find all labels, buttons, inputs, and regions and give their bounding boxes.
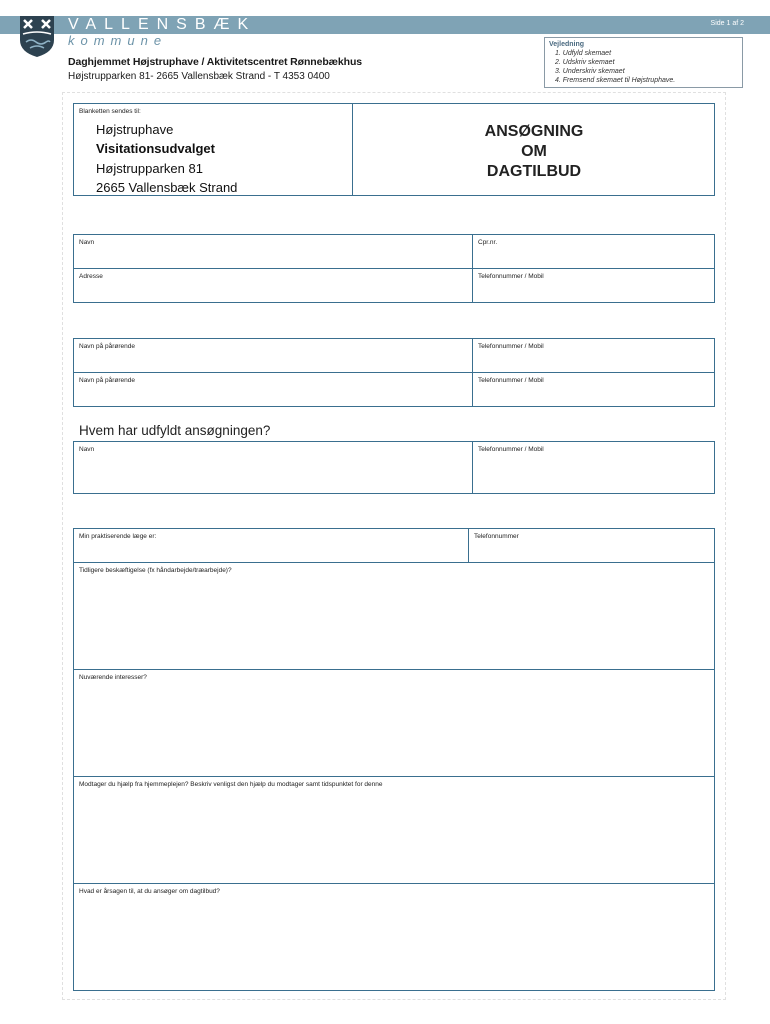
- municipality-crest-logo: [18, 14, 56, 58]
- recipient-line: Visitationsudvalget: [96, 141, 215, 156]
- relative-phone-field-1[interactable]: [472, 338, 715, 373]
- instruction-step: 4. Fremsend skemaet til Højstruphave.: [555, 77, 676, 84]
- applicant-phone-field[interactable]: [472, 268, 715, 303]
- instruction-step: 3. Underskriv skemaet: [555, 68, 625, 75]
- field-label: Min praktiserende læge er:: [79, 533, 157, 540]
- form-title-line: OM: [521, 143, 547, 160]
- brand-subtitle: kommune: [68, 33, 168, 48]
- form-title-line: ANSØGNING: [484, 123, 584, 140]
- relative-name-field-1[interactable]: [73, 338, 473, 373]
- recipient-line: 2665 Vallensbæk Strand: [96, 180, 238, 195]
- form-title-line: DAGTILBUD: [486, 163, 582, 180]
- field-label: Navn: [79, 446, 95, 453]
- instructions-title: Vejledning: [549, 41, 585, 48]
- field-label: Tidligere beskæftigelse (fx håndarbejde/træarbejde)?: [79, 567, 232, 574]
- recipient-and-title-box: [73, 103, 715, 196]
- brand-name: VALLENSBÆK: [68, 16, 257, 33]
- relative-phone-field-2[interactable]: [472, 372, 715, 407]
- field-label: Navn på pårørende: [79, 377, 136, 384]
- instruction-step: 1. Udfyld skemaet: [555, 50, 612, 57]
- page-indicator: Side 1 af 2: [710, 20, 744, 27]
- field-label: Navn på pårørende: [79, 343, 136, 350]
- recipient-label: Blanketten sendes til:: [79, 108, 141, 115]
- field-label: Hvad er årsagen til, at du ansøger om dagtilbud?: [79, 888, 220, 895]
- applicant-name-field[interactable]: [73, 234, 473, 269]
- home-help-field[interactable]: [73, 776, 715, 884]
- reason-field[interactable]: [73, 883, 715, 991]
- field-label: Telefonnummer / Mobil: [478, 343, 544, 350]
- field-label: Modtager du hjælp fra hjemmeplejen? Beskriv venligst den hjælp du modtager samt tidspunktet for denne: [79, 781, 383, 788]
- relative-name-field-2[interactable]: [73, 372, 473, 407]
- field-label: Telefonnummer / Mobil: [478, 273, 544, 280]
- recipient-line: Højstrupparken 81: [96, 161, 203, 176]
- field-label: Telefonnummer / Mobil: [478, 377, 544, 384]
- instruction-step: 2. Udskriv skemaet: [555, 59, 615, 66]
- recipient-panel: [74, 104, 353, 195]
- recipient-line: Højstruphave: [96, 122, 174, 137]
- field-label: Nuværende interesser?: [79, 674, 147, 681]
- field-label: Adresse: [79, 273, 103, 280]
- applicant-cpr-field[interactable]: [472, 234, 715, 269]
- field-label: Telefonnummer / Mobil: [478, 446, 544, 453]
- form-title: [354, 122, 714, 182]
- doctor-phone-field[interactable]: [468, 528, 715, 563]
- doctor-field[interactable]: [73, 528, 469, 563]
- organisation-address: Højstrupparken 81- 2665 Vallensbæk Strand - T 4353 0400: [68, 71, 330, 82]
- filled-by-phone-field[interactable]: [472, 441, 715, 494]
- previous-work-field[interactable]: [73, 562, 715, 670]
- filled-by-heading: Hvem har udfyldt ansøgningen?: [79, 423, 271, 438]
- field-label: Navn: [79, 239, 95, 246]
- organisation-title: Daghjemmet Højstruphave / Aktivitetscentret Rønnebækhus: [68, 56, 363, 68]
- applicant-address-field[interactable]: [73, 268, 473, 303]
- instructions-box: [544, 37, 743, 88]
- filled-by-name-field[interactable]: [73, 441, 473, 494]
- field-label: Cpr.nr.: [478, 239, 498, 246]
- interests-field[interactable]: [73, 669, 715, 777]
- field-label: Telefonnummer: [474, 533, 519, 540]
